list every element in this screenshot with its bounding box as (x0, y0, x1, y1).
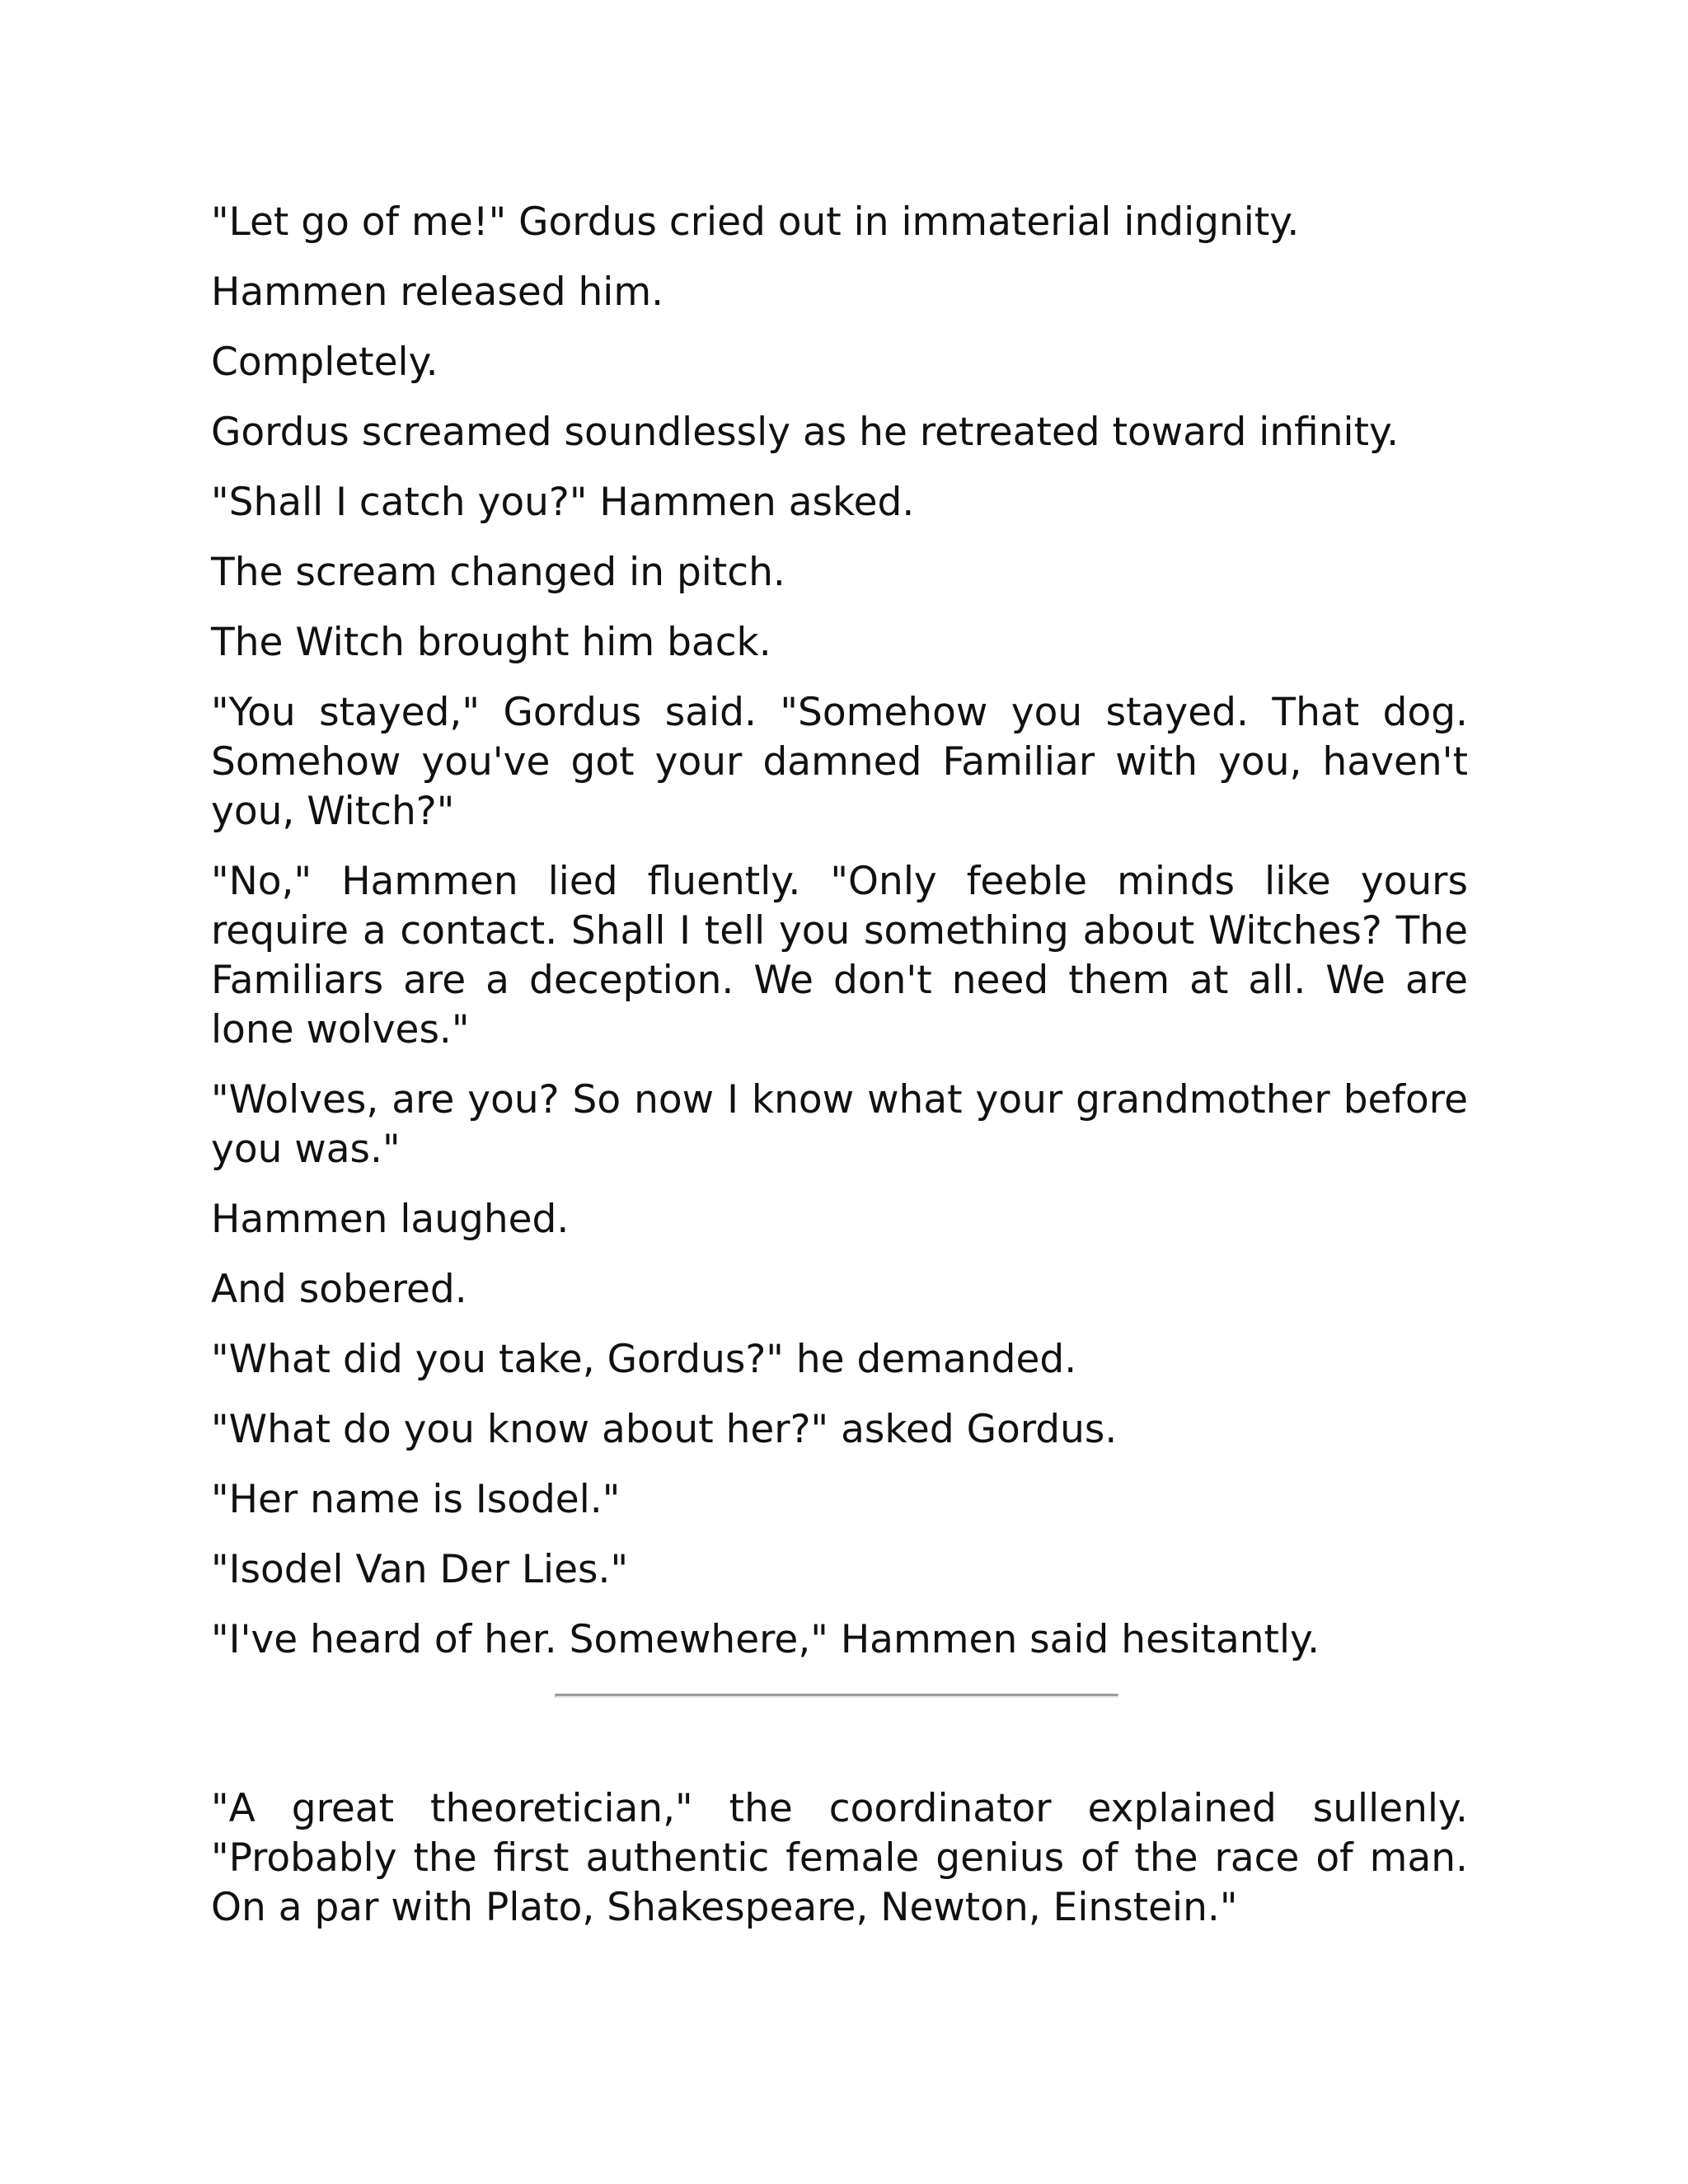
paragraph: "I've heard of her. Somewhere," Hammen said hesitantly. (211, 1617, 1320, 1662)
paragraph: "Her name is Isodel." (211, 1477, 621, 1522)
text-section-1 (211, 198, 1468, 1685)
paragraph: "Let go of me!" Gordus cried out in immaterial indignity. (211, 199, 1300, 245)
paragraph: "What did you take, Gordus?" he demanded. (211, 1337, 1077, 1382)
paragraph: "You stayed," Gordus said. "Somehow you stayed. That dog. Somehow you've got your damned Familiar with you, haven't you, Witch?" (211, 690, 1468, 834)
paragraph: And sobered. (211, 1267, 467, 1312)
paragraph: "What do you know about her?" asked Gordus. (211, 1407, 1118, 1452)
paragraph: Gordus screamed soundlessly as he retreated toward infinity. (211, 410, 1400, 455)
paragraph: The scream changed in pitch. (211, 550, 785, 595)
text-section-2 (211, 1784, 1468, 1953)
paragraph: Completely. (211, 340, 438, 385)
paragraph: The Witch brought him back. (211, 620, 771, 665)
section-divider (555, 1694, 1118, 1698)
paragraph: "Isodel Van Der Lies." (211, 1547, 629, 1592)
paragraph: "Shall I catch you?" Hammen asked. (211, 480, 915, 525)
paragraph: "No," Hammen lied fluently. "Only feeble minds like yours require a contact. Shall I tell you something about Witches? The Familiars are a deception. We don't need them at all. We are lone wolves." (211, 859, 1468, 1052)
paragraph: Hammen released him. (211, 269, 664, 315)
paragraph: "Wolves, are you? So now I know what your grandmother before you was." (211, 1077, 1468, 1172)
paragraph: "A great theoretician," the coordinator explained sullenly. "Probably the first authentic female genius of the race of man. On a par with Plato, Shakespeare, Newton, Einstein." (211, 1786, 1468, 1930)
paragraph: Hammen laughed. (211, 1197, 570, 1242)
